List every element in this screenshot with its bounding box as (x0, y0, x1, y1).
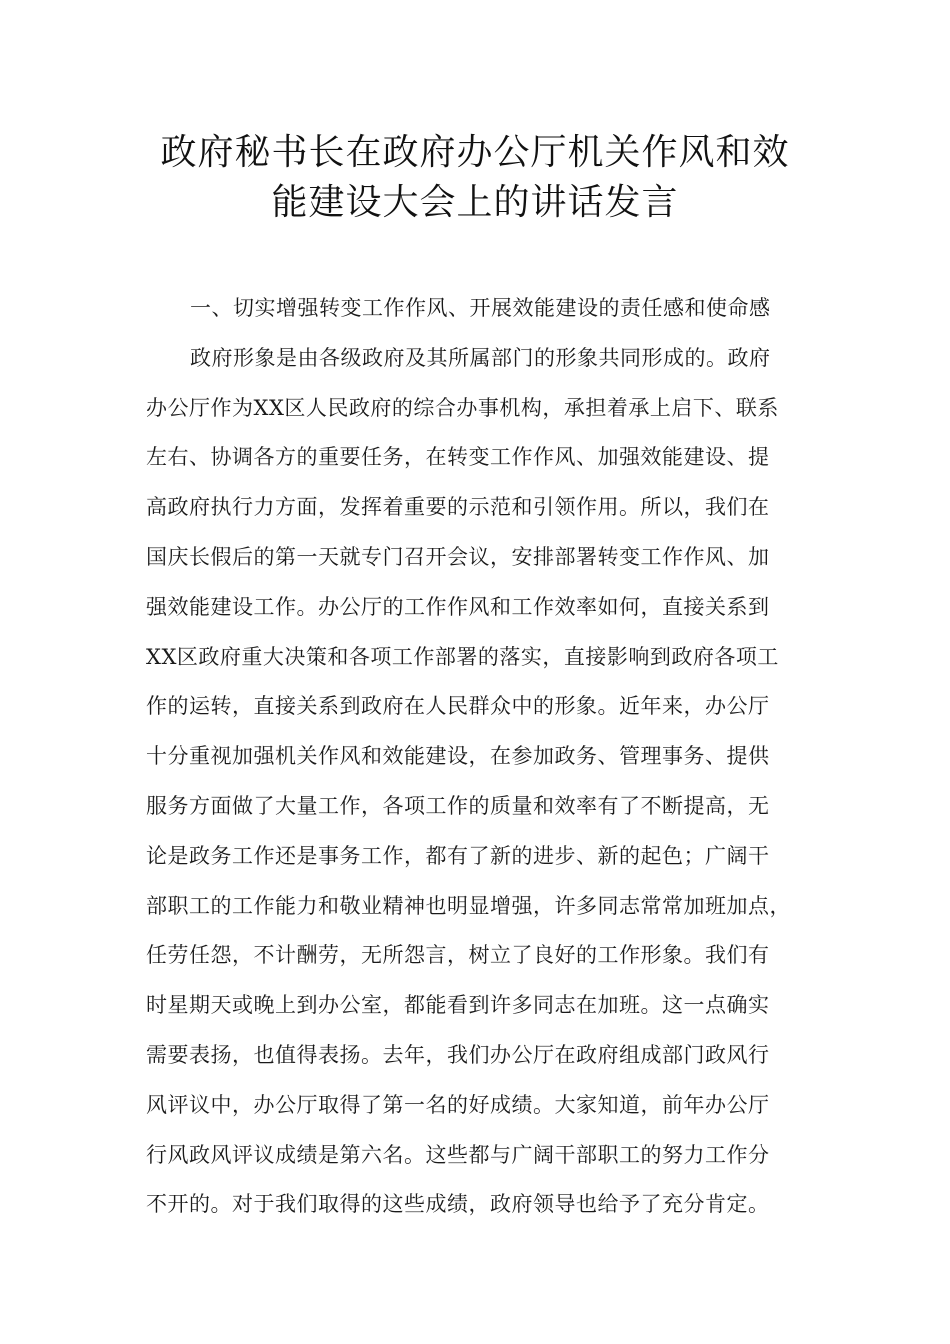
paragraph-line: 不开的。对于我们取得的这些成绩，政府领导也给予了充分肯定。 (146, 1192, 770, 1217)
document-title (120, 128, 830, 228)
paragraph-line: 行风政风评议成绩是第六名。这些都与广阔干部职工的努力工作分 (146, 1142, 770, 1167)
paragraph-line: 政府形象是由各级政府及其所属部门的形象共同形成的。政府 (190, 345, 771, 370)
document-body (146, 284, 826, 1230)
paragraph-line: 论是政务工作还是事务工作，都有了新的进步、新的起色；广阔干 (146, 843, 770, 868)
paragraph-line: 任劳任怨，不计酬劳，无所怨言，树立了良好的工作形象。我们有 (146, 943, 770, 968)
paragraph-line: 部职工的工作能力和敬业精神也明显增强，许多同志常常加班加点， (146, 893, 791, 918)
paragraph-line: 左右、协调各方的重要任务，在转变工作作风、加强效能建设、提 (146, 445, 770, 470)
paragraph-line: 时星期天或晚上到办公室，都能看到许多同志在加班。这一点确实 (146, 993, 770, 1018)
section-heading: 一、切实增强转变工作作风、开展效能建设的责任感和使命感 (190, 296, 771, 320)
title-line-1: 政府秘书长在政府办公厅机关作风和效 (160, 132, 790, 173)
paragraph-line: 强效能建设工作。办公厅的工作作风和工作效率如何，直接关系到 (146, 594, 770, 619)
title-line-2: 能建设大会上的讲话发言 (271, 182, 679, 223)
paragraph-line: 国庆长假后的第一天就专门召开会议，安排部署转变工作作风、加 (146, 544, 770, 569)
paragraph-line: 需要表扬，也值得表扬。去年，我们办公厅在政府组成部门政风行 (146, 1042, 770, 1067)
paragraph-line: 办公厅作为XX区人民政府的综合办事机构，承担着承上启下、联系 (146, 395, 779, 420)
paragraph-line: 十分重视加强机关作风和效能建设，在参加政务、管理事务、提供 (146, 744, 770, 769)
paragraph-line: 作的运转，直接关系到政府在人民群众中的形象。近年来，办公厅 (146, 694, 770, 719)
paragraph-line: XX区政府重大决策和各项工作部署的落实，直接影响到政府各项工 (146, 644, 779, 669)
paragraph-line: 高政府执行力方面，发挥着重要的示范和引领作用。所以，我们在 (146, 495, 770, 520)
paragraph-line: 服务方面做了大量工作，各项工作的质量和效率有了不断提高，无 (146, 793, 770, 818)
paragraph-line: 风评议中，办公厅取得了第一名的好成绩。大家知道，前年办公厅 (146, 1092, 770, 1117)
